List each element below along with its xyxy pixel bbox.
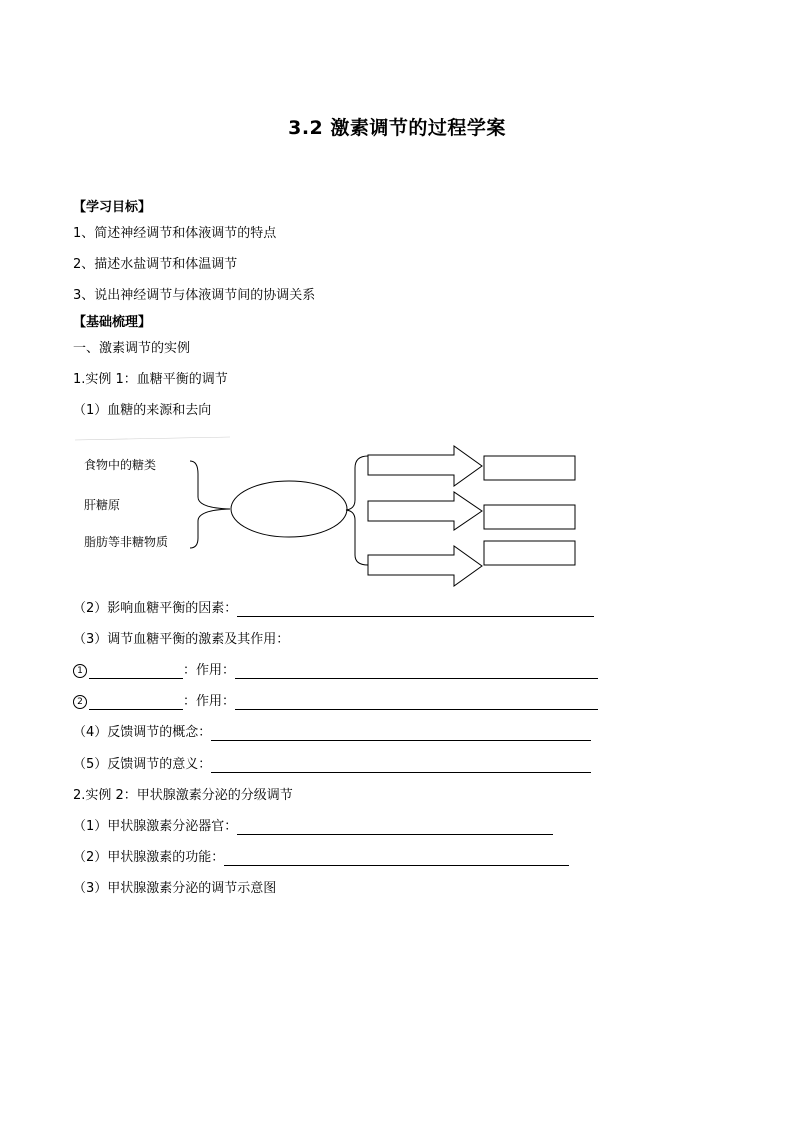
effect-label-1: ：作用： bbox=[183, 663, 236, 678]
goals-header: 【学习目标】 bbox=[73, 200, 152, 215]
basics-header: 【基础梳理】 bbox=[73, 315, 152, 330]
answer-blank-hormone-2[interactable] bbox=[89, 696, 183, 710]
left-brace bbox=[190, 461, 230, 548]
part-1-heading: 一、激素调节的实例 bbox=[73, 341, 191, 356]
circled-number-1: 1 bbox=[73, 664, 87, 678]
thyroid-question-1: （1）甲状腺激素分泌器官： bbox=[73, 819, 238, 834]
question-2-row bbox=[73, 601, 594, 617]
goal-2: 2、描述水盐调节和体温调节 bbox=[73, 257, 238, 272]
faint-guide-line bbox=[75, 437, 230, 440]
question-4-row bbox=[73, 725, 591, 741]
effect-label-2: ：作用： bbox=[183, 694, 236, 709]
destination-box-3 bbox=[484, 541, 575, 565]
question-5-row bbox=[73, 757, 591, 773]
answer-blank-effect-1[interactable] bbox=[235, 665, 598, 679]
thyroid-question-1-row bbox=[73, 819, 553, 835]
thyroid-question-2: （2）甲状腺激素的功能： bbox=[73, 850, 225, 865]
example-2-heading: 2.实例 2：甲状腺激素分泌的分级调节 bbox=[73, 788, 293, 803]
question-3: （3）调节血糖平衡的激素及其作用： bbox=[73, 632, 290, 647]
question-4: （4）反馈调节的概念： bbox=[73, 725, 212, 740]
destination-box-2 bbox=[484, 505, 575, 529]
answer-blank-hormone-1[interactable] bbox=[89, 665, 183, 679]
page-title: 3.2 激素调节的过程学案 bbox=[288, 117, 506, 139]
arrow-1 bbox=[368, 446, 482, 486]
question-1: （1）血糖的来源和去向 bbox=[73, 403, 212, 418]
answer-blank-thyroid-organ[interactable] bbox=[237, 821, 553, 835]
source-label-non-sugar: 脂肪等非糖物质 bbox=[84, 535, 169, 549]
thyroid-question-3: （3）甲状腺激素分泌的调节示意图 bbox=[73, 881, 277, 896]
goal-3: 3、说出神经调节与体液调节间的协调关系 bbox=[73, 288, 316, 303]
circled-number-2: 2 bbox=[73, 695, 87, 709]
destination-box-1 bbox=[484, 456, 575, 480]
hormone-item-1-row bbox=[73, 663, 598, 679]
blood-sugar-ellipse bbox=[231, 481, 347, 537]
right-brace bbox=[346, 456, 368, 565]
answer-blank-feedback-significance[interactable] bbox=[211, 759, 591, 773]
source-label-liver-glycogen: 肝糖原 bbox=[84, 498, 121, 512]
example-1-heading: 1.实例 1：血糖平衡的调节 bbox=[73, 372, 228, 387]
question-2: （2）影响血糖平衡的因素： bbox=[73, 601, 238, 616]
question-5: （5）反馈调节的意义： bbox=[73, 757, 212, 772]
thyroid-question-2-row bbox=[73, 850, 569, 866]
goal-1: 1、简述神经调节和体液调节的特点 bbox=[73, 226, 277, 241]
arrow-3 bbox=[368, 546, 482, 586]
answer-blank-factors[interactable] bbox=[237, 603, 594, 617]
arrow-2 bbox=[368, 492, 482, 530]
answer-blank-feedback-concept[interactable] bbox=[211, 727, 591, 741]
source-label-food: 食物中的糖类 bbox=[84, 458, 157, 472]
hormone-item-2-row bbox=[73, 694, 598, 710]
answer-blank-effect-2[interactable] bbox=[235, 696, 598, 710]
answer-blank-thyroid-function[interactable] bbox=[224, 852, 569, 866]
